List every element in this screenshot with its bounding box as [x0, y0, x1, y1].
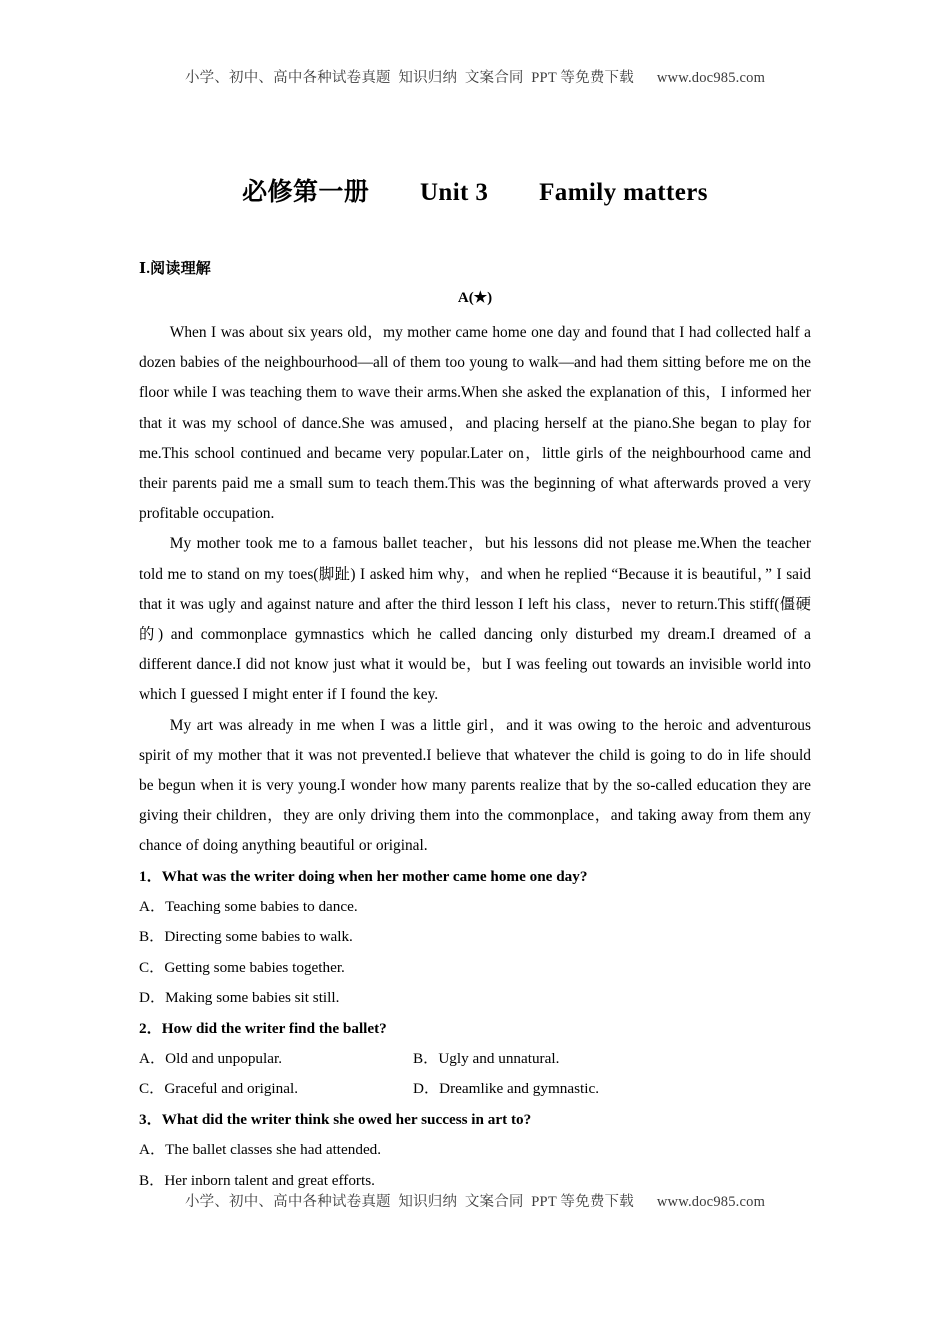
question-number: 3．: [139, 1110, 162, 1128]
answer-option-row: [139, 1074, 811, 1104]
question-item: [139, 1105, 811, 1135]
passage-label-a: A(★): [457, 290, 493, 306]
option-text: Her inborn talent and great efforts.: [164, 1171, 375, 1189]
option-letter: A．: [139, 898, 166, 916]
option-letter: B．: [139, 928, 165, 946]
answer-option[interactable]: [413, 1074, 599, 1104]
question-item: [139, 1014, 811, 1044]
option-letter: A．: [139, 1050, 166, 1068]
question-text: How did the writer find the ballet?: [161, 1019, 387, 1037]
answer-option[interactable]: [413, 1044, 559, 1074]
question-item: [139, 862, 811, 892]
option-letter: C．: [139, 958, 165, 976]
passage-paragraph: My mother took me to a famous ballet teacher，but his lessons did not please me.When the teacher told me to stand on my toes(脚趾) I asked him why，and when he replied “Because it is beautiful，” I said that it was ugly and against nature and after the third lesson I left his class，never to return.This stiff(僵硬的) and commonplace gymnastics which he called dancing only disturbed my dream.I dreamed of a different dance.I did not know just what it would be，but I was feeling out towards an invisible world into which I guessed I might enter if I found the key.: [139, 535, 811, 704]
question-text: What did the writer think she owed her success in art to?: [161, 1110, 532, 1128]
option-text: Making some babies sit still.: [165, 989, 340, 1007]
option-text: Directing some babies to walk.: [164, 928, 353, 946]
question-number: 2．: [139, 1019, 162, 1037]
option-letter: B．: [139, 1171, 165, 1189]
option-text: Teaching some babies to dance.: [165, 898, 358, 916]
question-text: What was the writer doing when her mother came home one day?: [161, 867, 588, 885]
option-letter: D．: [413, 1080, 440, 1098]
option-text: The ballet classes she had attended.: [165, 1141, 382, 1159]
question-number: 1．: [139, 867, 162, 885]
option-text: Old and unpopular.: [165, 1050, 282, 1068]
option-letter: C．: [139, 1080, 165, 1098]
running-footer: 小学、初中、高中各种试卷真题 知识归纳 文案合同 PPT 等免费下载 www.doc985.com: [184, 1194, 766, 1210]
option-letter: D．: [139, 989, 166, 1007]
passage-paragraph: My art was already in me when I was a little girl，and it was owing to the heroic and adventurous spirit of my mother that it was not prevented.I believe that whatever the child is going to do in life should be begun when it is very young.I wonder how many parents realize that by the so-called education they are giving their children，they are only driving them into the commonplace，and taking away from them any chance of doing anything beautiful or original.: [139, 716, 811, 855]
option-text: Dreamlike and gymnastic.: [439, 1080, 599, 1098]
answer-option[interactable]: [139, 922, 811, 952]
section-heading-reading-comprehension: Ⅰ.阅读理解: [139, 261, 211, 277]
passage-paragraph: When I was about six years old，my mother came home one day and found that I had collected half a dozen babies of the neighbourhood—all of them too young to walk—and had them sitting before me on the floor while I was teaching them to wave their arms.When she asked the explanation of this，I informed her that it was my school of dance.She was amused，and placing herself at the piano.She began to play for me.This school continued and became very popular.Later on，little girls of the neighbourhood came and their parents paid me a small sum to teach them.This was the beginning of what afterwards proved a very profitable occupation.: [139, 324, 811, 523]
answer-option-row: [139, 1044, 811, 1074]
option-text: Getting some babies together.: [164, 958, 345, 976]
answer-option[interactable]: [139, 1135, 811, 1165]
option-letter: A．: [139, 1141, 166, 1159]
option-text: Ugly and unnatural.: [438, 1050, 560, 1068]
running-header: 小学、初中、高中各种试卷真题 知识归纳 文案合同 PPT 等免费下载 www.doc985.com: [184, 70, 766, 86]
passage-and-questions: [139, 318, 811, 1196]
answer-option[interactable]: [139, 1044, 282, 1074]
page-title: 必修第一册 Unit 3 Family matters: [242, 179, 708, 206]
answer-option[interactable]: [139, 1074, 298, 1104]
answer-option[interactable]: [139, 953, 811, 983]
answer-option[interactable]: [139, 892, 811, 922]
answer-option[interactable]: [139, 983, 811, 1013]
option-text: Graceful and original.: [164, 1080, 299, 1098]
option-letter: B．: [413, 1050, 439, 1068]
